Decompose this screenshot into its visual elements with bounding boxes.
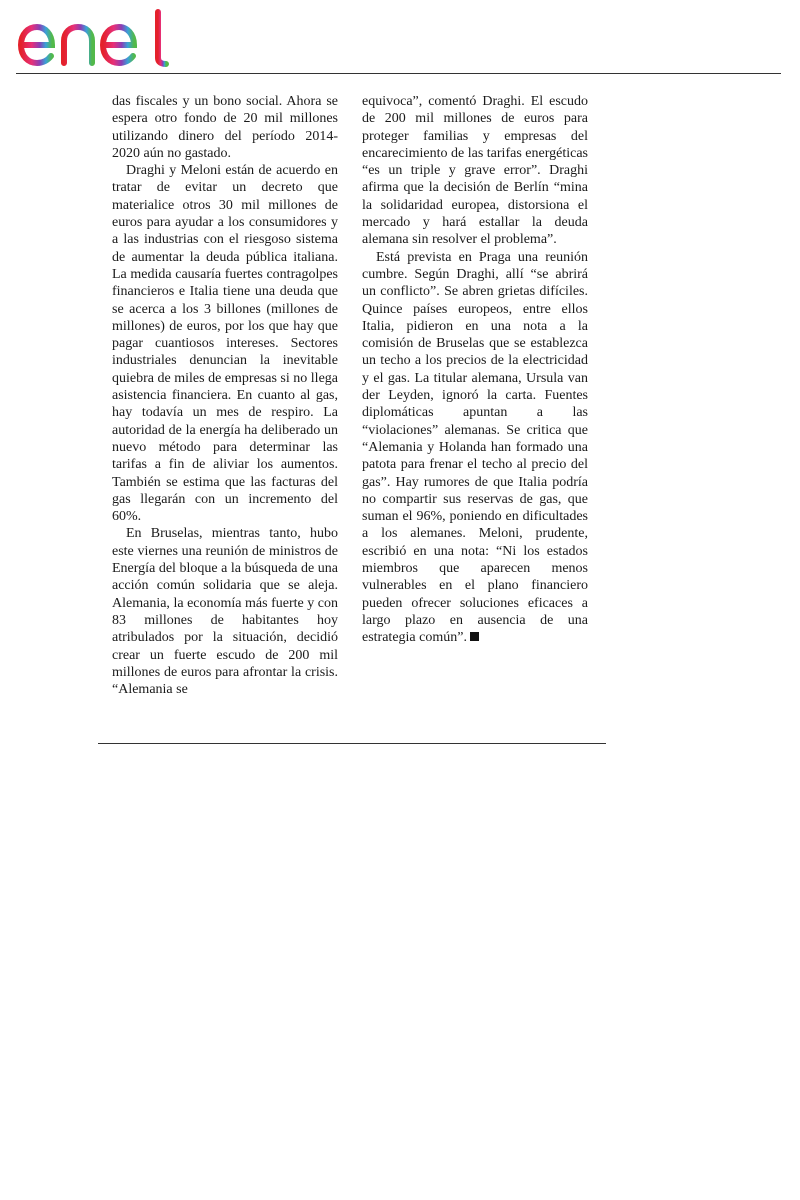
article-paragraph: das fiscales y un bono social. Ahora se espera otro fondo de 20 mil millones utilizando dinero del período 2014-2020 aún no gastado. — [112, 94, 338, 161]
article-paragraph-final — [362, 249, 588, 647]
header-divider — [16, 73, 781, 74]
enel-logo — [16, 8, 172, 68]
article-paragraph: En Bruselas, mientras tanto, hubo este viernes una reunión de ministros de Energía del bloque a la búsqueda de una acción común solidaria que se aleja. Alemania, la economía más fuerte y con 83 millones de habitantes hoy atribulados por la situación, decidió crear un fuerte escudo de 200 mil millones de euros para afrontar la crisis. “Alemania se — [112, 526, 338, 698]
article-column-left — [112, 93, 338, 698]
end-of-article-mark — [470, 632, 479, 641]
article-paragraph: Draghi y Meloni están de acuerdo en tratar de evitar un decreto que materialice otros 30 mil millones de euros para ayudar a los consumidores y a las industrias con el riesgoso sistema de aumentar la deuda pública italiana. La medida causaría fuertes contragolpes financieros e Italia tiene una deuda que se acerca a los 3 billones (millones de millones) de euros, por los que hay que pagar cuantiosos intereses. Sectores industriales denuncian la inevitable quiebra de miles de empresas si no llega asistencia financiera. En cuanto al gas, hay todavía un mes de respiro. La autoridad de la energía ha deliberado un nuevo método para determinar las tarifas a fin de aliviar los aumentos. También se estima que las facturas del gas llegarán con un incremento del 60%. — [112, 163, 338, 525]
footer-divider — [98, 743, 606, 744]
article-column-right — [362, 93, 588, 647]
article-paragraph-text: Está prevista en Praga una reunión cumbre. Según Draghi, allí “se abrirá un conflicto”. Se abren grietas difíciles. Quince países europeos, entre ellos Italia, pidieron en una nota a la comisión de Bruselas que se establezca un techo a los precios de la electricidad y el gas. La titular alemana, Ursula van der Leyden, ignoró la carta. Fuentes diplomáticas apuntan a las “violaciones” alemanas. Se critica que “Alemania y Holanda han formado una patota para frenar el techo al precio del gas”. Hay rumores de que Italia podría no compartir sus reservas de gas, que suman el 96%, poniendo en dificultades a los alemanes. Meloni, prudente, escribió en una nota: “Ni los estados miembros que aparecen menos vulnerables en el plano financiero pueden ofrecer soluciones eficaces a largo plazo en ausencia de una estrategia común”. — [362, 249, 588, 646]
logo-text — [172, 8, 173, 9]
enel-logo-mark — [16, 8, 172, 68]
article-paragraph: equivoca”, comentó Draghi. El escudo de 200 mil millones de euros para proteger familias y empresas del encarecimiento de las tarifas energéticas “es un triple y grave error”. Draghi afirma que la decisión de Berlín “mina la solidaridad europea, distorsiona el mercado y hará estallar la deuda alemana sin resolver el problema”. — [362, 94, 588, 248]
